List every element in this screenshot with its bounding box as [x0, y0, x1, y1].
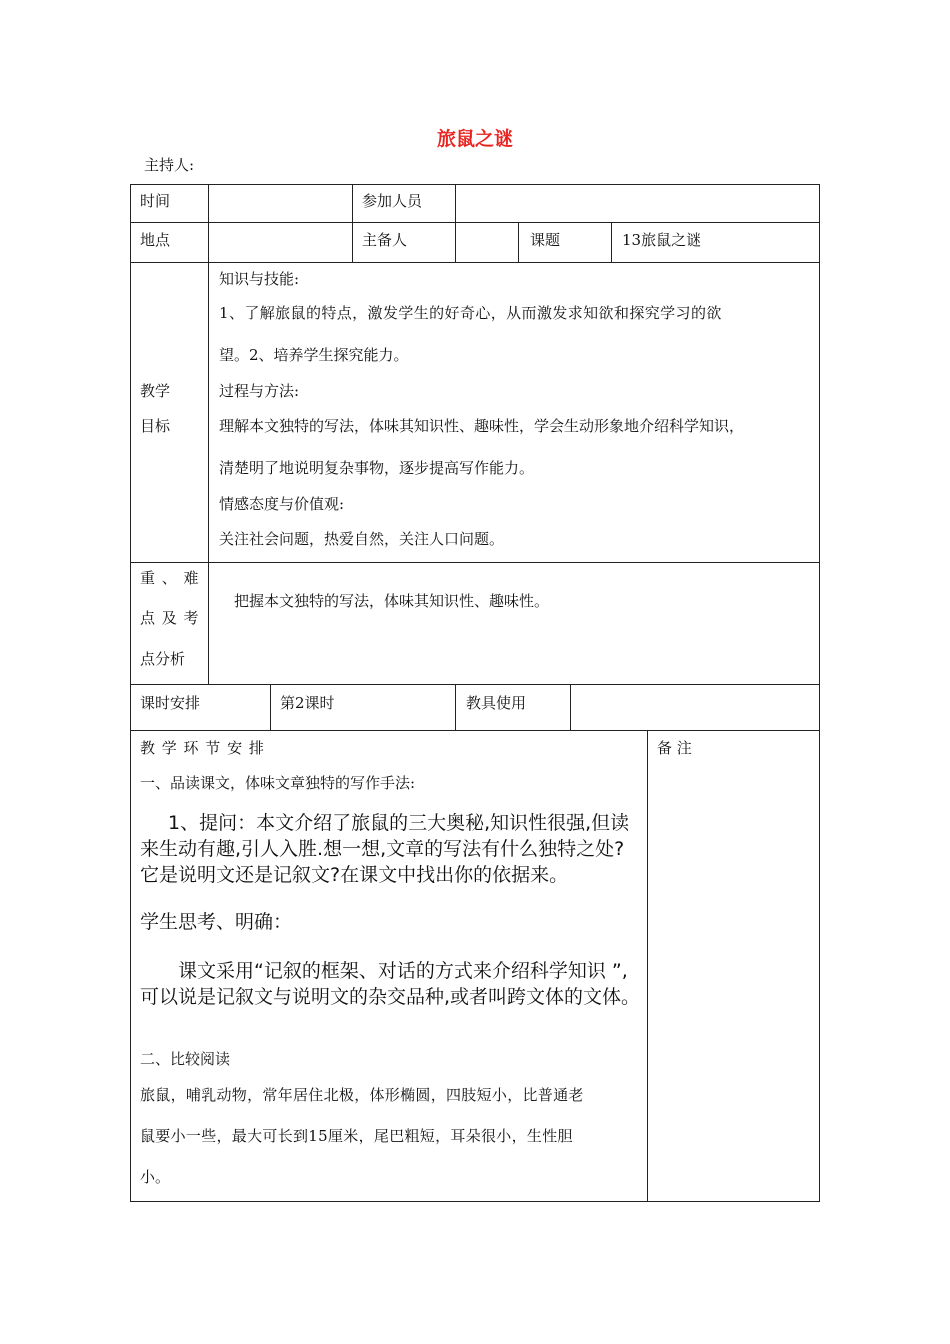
- col-divider: [611, 222, 612, 262]
- host-label: 主持人:: [144, 156, 195, 174]
- col-divider: [270, 684, 271, 730]
- answer-line: 可以说是记叙文与说明文的杂交品种,或者叫跨文体的文体。: [140, 986, 641, 1008]
- key-points-label: 重 、 难: [140, 569, 200, 587]
- col-divider: [208, 184, 209, 222]
- key-points-label: 点 及 考: [140, 609, 200, 627]
- schedule-label: 课时安排: [140, 694, 201, 712]
- row-divider: [130, 730, 820, 731]
- col-divider: [208, 562, 209, 684]
- col-divider: [455, 222, 456, 262]
- key-points-label: 点分析: [140, 650, 186, 668]
- question-line: 它是说明文还是记叙文?在课文中找出你的依据来。: [140, 864, 569, 886]
- remarks-label: 备 注: [657, 739, 692, 757]
- goal-line: 理解本文独特的写法，体味其知识性、趣味性，学会生动形象地介绍科学知识，: [219, 417, 745, 435]
- row-divider: [130, 222, 820, 223]
- col-divider: [455, 684, 456, 730]
- goal-line: 知识与技能:: [219, 270, 300, 288]
- col-divider: [570, 684, 571, 730]
- col-divider: [208, 222, 209, 262]
- place-label: 地点: [140, 231, 171, 249]
- reading-line: 鼠要小一些，最大可长到15厘米，尾巴粗短，耳朵很小，生性胆: [140, 1127, 573, 1145]
- goal-line: 关注社会问题，热爱自然，关注人口问题。: [219, 530, 505, 548]
- col-divider: [208, 262, 209, 562]
- col-divider: [352, 184, 353, 222]
- section-heading: 一、品读课文，体味文章独特的写作手法:: [140, 774, 416, 792]
- col-divider: [352, 222, 353, 262]
- goal-line: 望。2、培养学生探究能力。: [219, 346, 409, 364]
- tools-label: 教具使用: [466, 694, 527, 712]
- question-line: 1、提问：本文介绍了旅鼠的三大奥秘,知识性很强,但读: [168, 812, 630, 834]
- col-divider: [455, 184, 456, 222]
- goal-line: 过程与方法:: [219, 382, 300, 400]
- participants-label: 参加人员: [362, 192, 423, 210]
- student-think: 学生思考、明确：: [140, 911, 293, 933]
- answer-line: 课文采用“记叙的框架、对话的方式来介绍科学知识 ”,: [178, 960, 628, 982]
- key-points-text: 把握本文独特的写法，体味其知识性、趣味性。: [234, 592, 550, 610]
- goal-line: 1、了解旅鼠的特点，激发学生的好奇心，从而激发求知欲和探究学习的欲: [219, 304, 722, 322]
- reading-line: 小。: [140, 1168, 171, 1186]
- topic-value: 13旅鼠之谜: [622, 231, 702, 249]
- col-divider: [647, 730, 648, 1202]
- goals-label: 目标: [140, 417, 171, 435]
- arrangement-header: 教 学 环 节 安 排: [140, 739, 265, 757]
- row-divider: [130, 684, 820, 685]
- row-divider: [130, 562, 820, 563]
- page-title: 旅鼠之谜: [436, 128, 513, 150]
- section-heading: 二、比较阅读: [140, 1050, 231, 1068]
- question-line: 来生动有趣,引人入胜.想一想,文章的写法有什么独特之处?: [140, 838, 625, 860]
- preparer-label: 主备人: [362, 231, 408, 249]
- time-label: 时间: [140, 192, 171, 210]
- goal-line: 清楚明了地说明复杂事物，逐步提高写作能力。: [219, 459, 535, 477]
- goals-label: 教学: [140, 382, 171, 400]
- reading-line: 旅鼠，哺乳动物，常年居住北极，体形椭圆，四肢短小，比普通老: [140, 1086, 584, 1104]
- schedule-value: 第2课时: [280, 694, 335, 712]
- topic-label: 课题: [530, 231, 561, 249]
- goal-line: 情感态度与价值观:: [219, 495, 345, 513]
- row-divider: [130, 262, 820, 263]
- col-divider: [518, 222, 519, 262]
